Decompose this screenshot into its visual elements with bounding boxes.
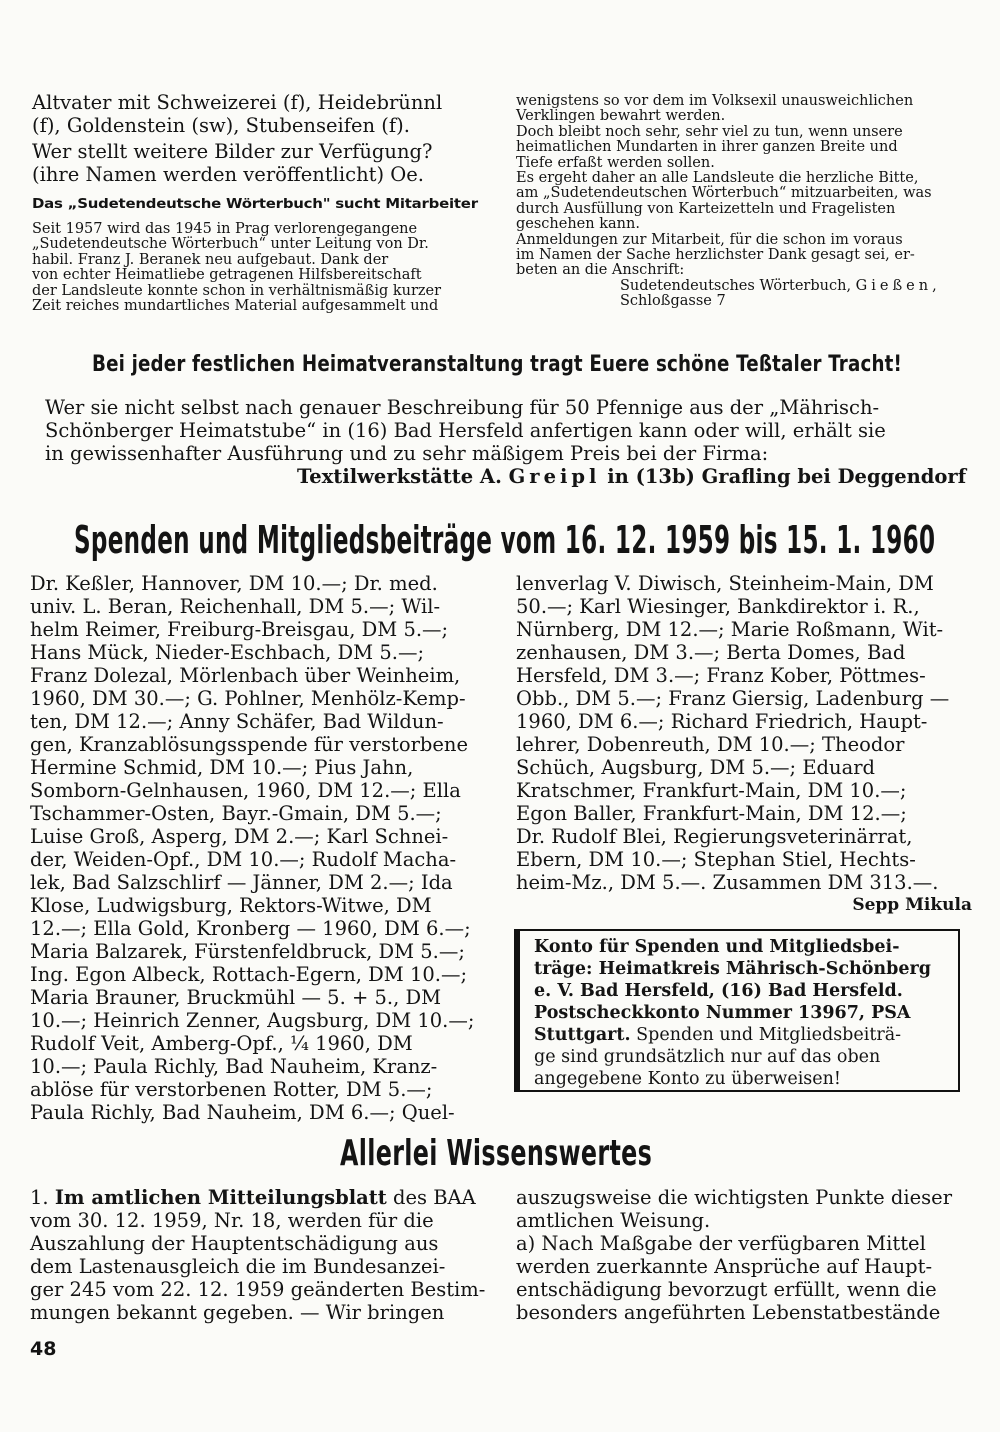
text-line: ger 245 vom 22. 12. 1959 geänderten Bestim-: [30, 1278, 486, 1301]
tracht-banner: Bei jeder festlichen Heimatveranstaltung tragt Euere schöne Teßtaler Tracht!: [92, 352, 903, 377]
text-line: „Sudetendeutsche Wörterbuch“ unter Leitung von Dr.: [32, 236, 429, 253]
text-line: entschädigung bevorzugt erfüllt, wenn die: [516, 1278, 937, 1301]
text-line: Postscheckkonto Nummer 13967, PSA: [534, 1003, 911, 1023]
firm-line: [45, 465, 975, 488]
text-line: Altvater mit Schweizerei (f), Heidebrünnl: [32, 91, 443, 114]
text-line: 1960, DM 6.—; Richard Friedrich, Haupt-: [516, 710, 928, 733]
text-line: 1960, DM 30.—; G. Pohlner, Menhölz-Kemp-: [30, 687, 466, 710]
source-title: Im amtlichen Mitteilungsblatt: [54, 1186, 387, 1209]
text-line: Tiefe erfaßt werden sollen.: [516, 154, 715, 171]
text-line: habil. Franz J. Beranek neu aufgebaut. Dank der: [32, 251, 389, 268]
signature: Sepp Mikula: [852, 895, 972, 915]
text-line: Hermine Schmid, DM 10.—; Pius Jahn,: [30, 756, 414, 779]
text-line: vom 30. 12. 1959, Nr. 18, werden für die: [30, 1209, 434, 1232]
address-line: [516, 279, 970, 294]
text-line: Ebern, DM 10.—; Stephan Stiel, Hechts-: [516, 848, 916, 871]
text-line: Seit 1957 wird das 1945 in Prag verlorengegangene: [32, 221, 418, 237]
text-line: helm Reimer, Freiburg-Breisgau, DM 5.—;: [30, 618, 449, 641]
text-line: der, Weiden-Opf., DM 10.—; Rudolf Macha-: [30, 848, 457, 871]
text-line: Klose, Ludwigsburg, Rektors-Witwe, DM: [30, 894, 432, 917]
text-line: 10.—; Heinrich Zenner, Augsburg, DM 10.—;: [30, 1009, 475, 1032]
text-line: Somborn-Gelnhausen, 1960, DM 12.—; Ella: [30, 779, 461, 802]
firm-location: in (13b) Grafling bei Deggendorf: [607, 465, 967, 488]
text-line: im Namen der Sache herzlichster Dank gesagt sei, er-: [516, 247, 915, 264]
text-line: a) Nach Maßgabe der verfügbaren Mittel: [516, 1232, 926, 1255]
text-line: am „Sudetendeutschen Wörterbuch“ mitzuarbeiten, was: [516, 185, 932, 202]
text-line: Schüch, Augsburg, DM 5.—; Eduard: [516, 756, 876, 779]
text-line: Es ergeht daher an alle Landsleute die herzliche Bitte,: [516, 170, 919, 187]
text-line: heimatlichen Mundarten in ihrer ganzen Breite und: [516, 139, 898, 156]
konto-note: Spenden und Mitgliedsbeiträ-: [636, 1025, 902, 1045]
source-agency: des BAA: [392, 1186, 476, 1209]
text-line: Obb., DM 5.—; Franz Giersig, Ladenburg —: [516, 687, 950, 710]
text-line: lek, Bad Salzschlirf — Jänner, DM 2.—; Ida: [30, 871, 453, 894]
text-line: der Landsleute konnte schon in verhältnismäßig kurzer: [32, 282, 442, 299]
text-line: 10.—; Paula Richly, Bad Nauheim, Kranz-: [30, 1055, 438, 1078]
text-line: geschehen kann.: [516, 216, 640, 233]
text-line: träge: Heimatkreis Mährisch-Schönberg: [534, 959, 931, 979]
text-line: Luise Groß, Asperg, DM 2.—; Karl Schnei-: [30, 825, 449, 848]
text-line: Kratschmer, Frankfurt-Main, DM 10.—;: [516, 779, 907, 802]
woerterbuch-left-column: [32, 222, 482, 314]
text-line: Nürnberg, DM 12.—; Marie Roßmann, Wit-: [516, 618, 944, 641]
text-line: Konto für Spenden und Mitgliedsbei-: [534, 937, 900, 957]
text-line: 50.—; Karl Wiesinger, Bankdirektor i. R.,: [516, 595, 920, 618]
spenden-title: Spenden und Mitgliedsbeiträge vom 16. 12. 1959 bis 15. 1. 1960: [74, 518, 936, 562]
address-street: Schloßgasse 7: [620, 293, 726, 310]
text-line: angegebene Konto zu überweisen!: [534, 1069, 841, 1089]
text-line: Anmeldungen zur Mitarbeit, für die schon im voraus: [516, 231, 903, 248]
text-line: Schönberger Heimatstube“ in (16) Bad Hersfeld anfertigen kann oder will, erhält sie: [45, 419, 886, 442]
text-line: Dr. Keßler, Hannover, DM 10.—; Dr. med.: [30, 572, 438, 595]
text-line: lehrer, Dobenreuth, DM 10.—; Theodor: [516, 733, 905, 756]
text-line: wenigstens so vor dem im Volksexil unausweichlichen: [516, 93, 914, 109]
text-line: Ing. Egon Albeck, Rottach-Egern, DM 10.—;: [30, 963, 468, 986]
text-line: dem Lastenausgleich die im Bundesanzei-: [30, 1255, 446, 1278]
text-line: mungen bekannt gegeben. — Wir bringen: [30, 1301, 445, 1324]
firm-owner: Greipl: [508, 465, 601, 488]
text-line: von echter Heimatliebe getragenen Hilfsbereitschaft: [32, 267, 422, 284]
page-number: 48: [30, 1338, 57, 1360]
text-line: Dr. Rudolf Blei, Regierungsveterinärrat,: [516, 825, 913, 848]
firm-name: Textilwerkstätte A.: [297, 465, 502, 488]
top-left-column: [32, 91, 482, 186]
text-line: Rudolf Veit, Amberg-Opf., ¼ 1960, DM: [30, 1032, 413, 1055]
text-line: gen, Kranzablösungsspende für verstorbene: [30, 733, 469, 756]
text-line: [534, 1024, 948, 1046]
text-line: Maria Brauner, Bruckmühl — 5. + 5., DM: [30, 986, 442, 1009]
text-line: univ. L. Beran, Reichenhall, DM 5.—; Wil-: [30, 595, 441, 618]
woerterbuch-right-column: [516, 94, 970, 310]
text-line: 12.—; Ella Gold, Kronberg — 1960, DM 6.—;: [30, 917, 471, 940]
text-line: Hans Mück, Nieder-Eschbach, DM 5.—;: [30, 641, 425, 664]
konto-city: Stuttgart.: [534, 1025, 631, 1045]
text-line: Egon Baller, Frankfurt-Main, DM 12.—;: [516, 802, 907, 825]
item-number: 1.: [30, 1186, 49, 1209]
wissenswertes-title: Allerlei Wissenswertes: [340, 1133, 653, 1174]
text-line: (ihre Namen werden veröffentlicht) Oe.: [32, 163, 424, 186]
text-line: e. V. Bad Hersfeld, (16) Bad Hersfeld.: [534, 981, 903, 1001]
wissenswertes-left-column: [30, 1186, 485, 1324]
text-line: heim-Mz., DM 5.—. Zusammen DM 313.—.: [516, 871, 939, 894]
text-line: zenhausen, DM 3.—; Berta Domes, Bad: [516, 641, 906, 664]
text-line: beten an die Anschrift:: [516, 262, 685, 279]
woerterbuch-heading: Das „Sudetendeutsche Wörterbuch" sucht Mitarbeiter: [32, 197, 478, 212]
text-line: besonders angeführten Lebenstatbestände: [516, 1301, 941, 1324]
text-line: Wer stellt weitere Bilder zur Verfügung?: [32, 140, 433, 163]
text-line: amtlichen Weisung.: [516, 1209, 711, 1232]
text-line: [30, 1186, 485, 1209]
text-line: ten, DM 12.—; Anny Schäfer, Bad Wildun-: [30, 710, 444, 733]
text-line: lenverlag V. Diwisch, Steinheim-Main, DM: [516, 572, 934, 595]
text-line: auszugsweise die wichtigsten Punkte dieser: [516, 1186, 953, 1209]
text-line: Paula Richly, Bad Nauheim, DM 6.—; Quel-: [30, 1101, 455, 1124]
text-line: durch Ausfüllung von Karteizetteln und Fragelisten: [516, 200, 896, 217]
tracht-paragraph: [45, 396, 975, 488]
text-line: ablöse für verstorbenen Rotter, DM 5.—;: [30, 1078, 433, 1101]
text-line: Franz Dolezal, Mörlenbach über Weinheim,: [30, 664, 461, 687]
address-city: Gießen,: [855, 277, 941, 294]
text-line: Verklingen bewahrt werden.: [516, 108, 726, 125]
text-line: in gewissenhafter Ausführung und zu sehr mäßigem Preis bei der Firma:: [45, 442, 769, 465]
spenden-right-column: [516, 572, 972, 917]
text-line: werden zuerkannte Ansprüche auf Haupt-: [516, 1255, 933, 1278]
konto-box: [514, 929, 960, 1092]
text-line: Hersfeld, DM 3.—; Franz Kober, Pöttmes-: [516, 664, 926, 687]
text-line: (f), Goldenstein (sw), Stubenseifen (f).: [32, 114, 410, 137]
text-line: Wer sie nicht selbst nach genauer Beschreibung für 50 Pfennige aus der „Mährisch-: [45, 396, 880, 419]
text-line: Zeit reiches mundartliches Material aufgesammelt und: [32, 298, 439, 315]
text-line: Auszahlung der Hauptentschädigung aus: [30, 1232, 439, 1255]
address-name: Sudetendeutsches Wörterbuch,: [620, 277, 852, 294]
text-line: Maria Balzarek, Fürstenfeldbruck, DM 5.—;: [30, 940, 465, 963]
wissenswertes-right-column: [516, 1186, 972, 1324]
spenden-left-column: [30, 572, 485, 1124]
text-line: Tschammer-Osten, Bayr.-Gmain, DM 5.—;: [30, 802, 442, 825]
text-line: Doch bleibt noch sehr, sehr viel zu tun, wenn unsere: [516, 123, 903, 140]
text-line: ge sind grundsätzlich nur auf das oben: [534, 1047, 881, 1067]
